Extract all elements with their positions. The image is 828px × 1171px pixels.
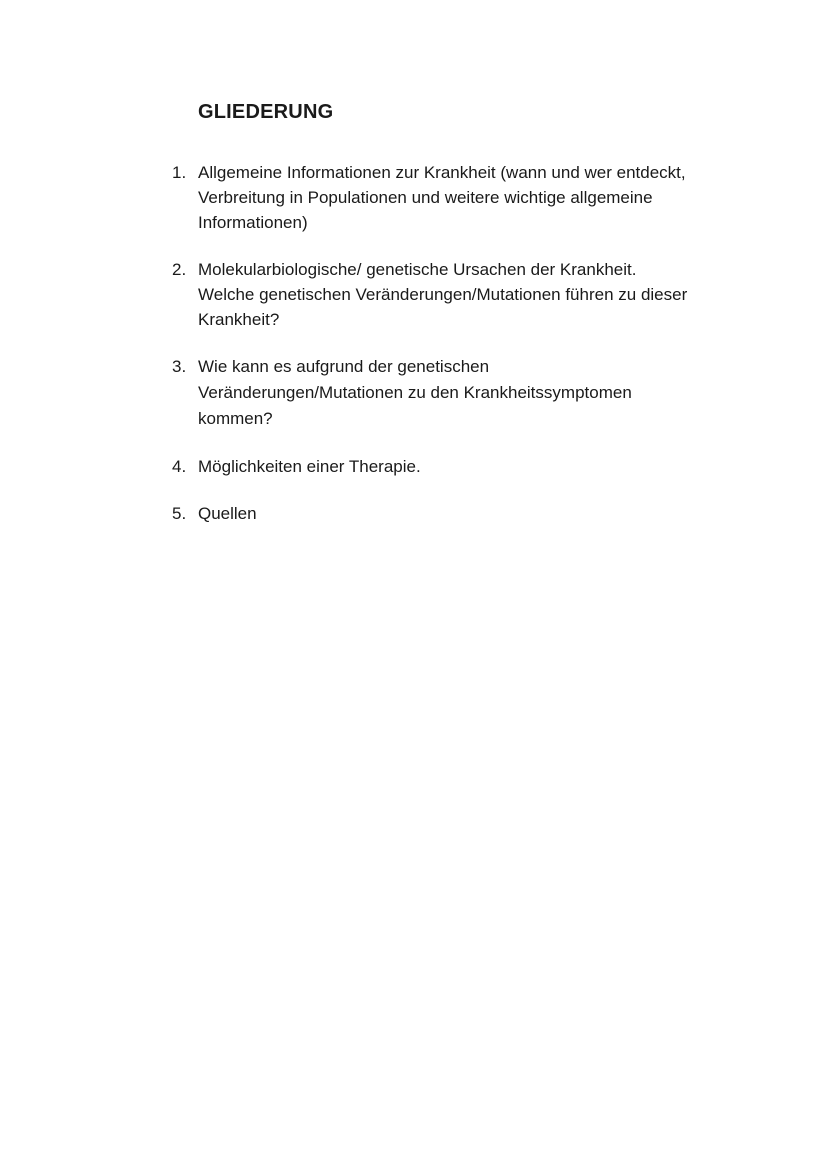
outline-item-number: 1. [172,163,187,182]
outline-item-text: Möglichkeiten einer Therapie. [198,457,421,476]
outline-item-3 [172,354,752,432]
outline-item-number: 2. [172,260,187,279]
document-heading: GLIEDERUNG [198,101,334,123]
outline-item-number: 5. [172,504,187,523]
outline-item-text: Wie kann es aufgrund der genetischen Veränderungen/Mutationen zu den Krankheitssymptomen kommen? [198,357,632,428]
outline-item-4 [172,454,752,479]
outline-item-2 [172,257,752,332]
outline-item-text: Allgemeine Informationen zur Krankheit (wann und wer entdeckt, Verbreitung in Populationen und weitere wichtige allgemeine Informationen) [198,163,686,232]
outline-item-1 [172,160,752,235]
outline-item-number: 4. [172,457,187,476]
outline-item-text: Quellen [198,504,257,523]
outline-item-number: 3. [172,357,187,376]
outline-list [172,160,752,526]
outline-item-5 [172,501,752,526]
outline-item-text: Molekularbiologische/ genetische Ursachen der Krankheit. Welche genetischen Veränderungen/Mutationen führen zu dieser Krankheit? [198,260,688,329]
